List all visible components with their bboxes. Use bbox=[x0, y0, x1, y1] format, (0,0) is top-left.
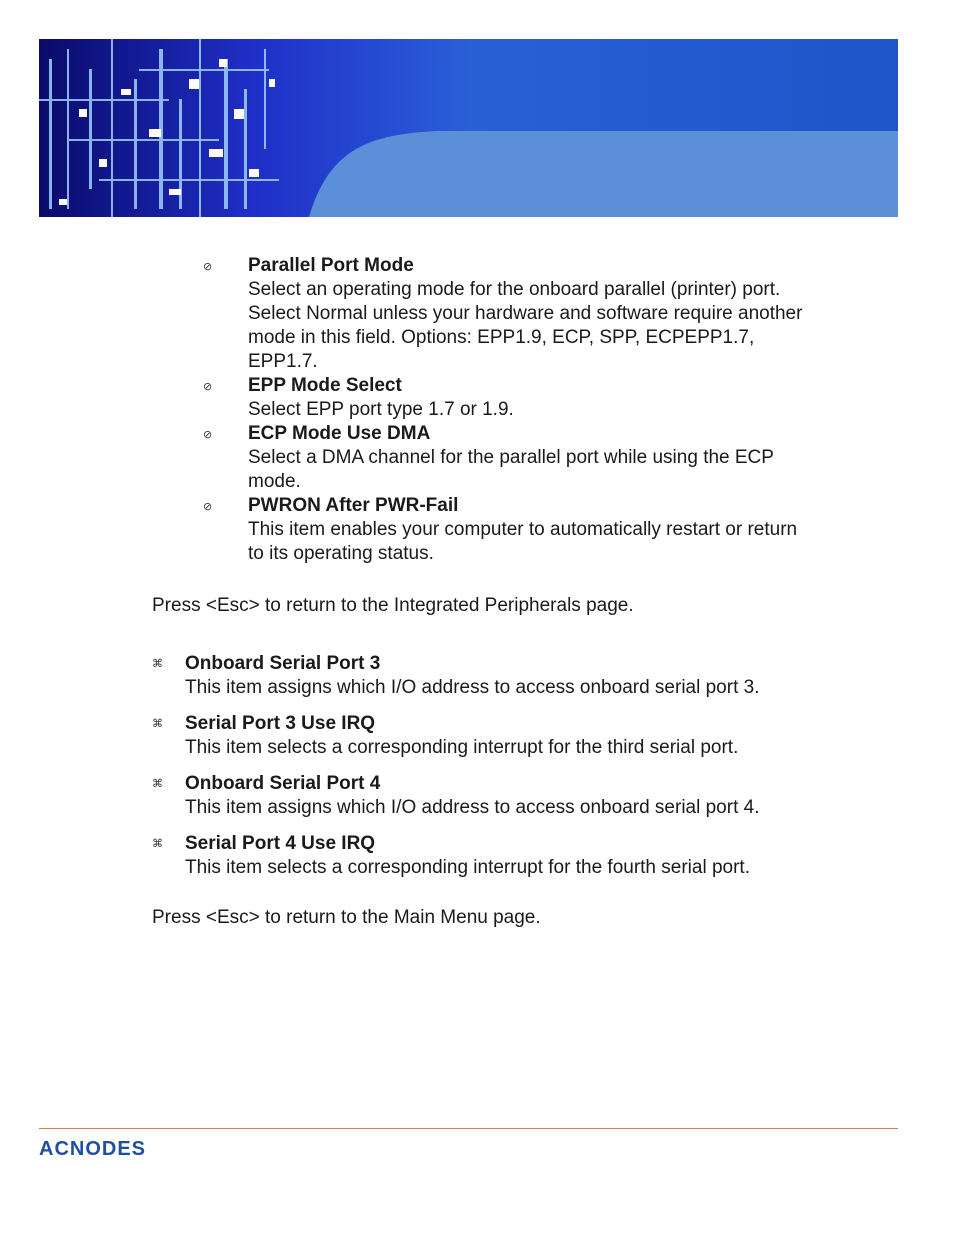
item-title: Serial Port 3 Use IRQ bbox=[185, 713, 376, 734]
item-description: This item selects a corresponding interrupt for the fourth serial port. bbox=[185, 857, 750, 878]
item-title: Serial Port 4 Use IRQ bbox=[185, 833, 376, 854]
item-description: This item enables your computer to automatically restart or return to its operating status. bbox=[248, 519, 798, 564]
command-bullet-icon: ⌘ bbox=[152, 778, 163, 790]
command-bullet-icon: ⌘ bbox=[152, 658, 163, 670]
item-description: Select EPP port type 1.7 or 1.9. bbox=[248, 399, 514, 420]
command-bullet-icon: ⌘ bbox=[152, 838, 163, 850]
item-description: Select an operating mode for the onboard parallel (printer) port. Select Normal unless your hardware and software require another mode in this field. Options: EPP1.9, ECP, SPP, ECPEPP1.7, EPP1.7. bbox=[248, 279, 803, 372]
footer-divider bbox=[39, 1128, 898, 1129]
circle-bullet-icon: ⊘ bbox=[203, 429, 213, 441]
logo-wordmark: ACNODES bbox=[39, 1138, 147, 1160]
list-item bbox=[152, 832, 825, 880]
list-item bbox=[152, 652, 825, 700]
banner-curve-shape bbox=[309, 131, 898, 217]
note-main-menu: Press <Esc> to return to the Main Menu page. bbox=[152, 907, 541, 928]
list-item bbox=[152, 772, 825, 820]
list-item bbox=[203, 374, 808, 422]
item-title: EPP Mode Select bbox=[248, 375, 402, 396]
circle-bullet-icon: ⊘ bbox=[203, 501, 213, 513]
acnodes-logo bbox=[39, 1133, 199, 1163]
note-integrated-peripherals: Press <Esc> to return to the Integrated Peripherals page. bbox=[152, 595, 634, 616]
item-description: This item selects a corresponding interrupt for the third serial port. bbox=[185, 737, 739, 758]
list-item bbox=[203, 254, 808, 374]
item-description: This item assigns which I/O address to access onboard serial port 4. bbox=[185, 797, 760, 818]
item-title: Onboard Serial Port 3 bbox=[185, 653, 381, 674]
circuit-board-banner-image bbox=[39, 39, 898, 217]
header-banner bbox=[39, 39, 898, 217]
item-title: ECP Mode Use DMA bbox=[248, 423, 431, 444]
item-description: This item assigns which I/O address to access onboard serial port 3. bbox=[185, 677, 760, 698]
list-item bbox=[152, 712, 825, 760]
item-title: Parallel Port Mode bbox=[248, 255, 414, 276]
item-title: PWRON After PWR-Fail bbox=[248, 495, 459, 516]
command-bullet-icon: ⌘ bbox=[152, 718, 163, 730]
item-title: Onboard Serial Port 4 bbox=[185, 773, 381, 794]
list-item bbox=[203, 494, 808, 566]
list-item bbox=[203, 422, 808, 494]
circle-bullet-icon: ⊘ bbox=[203, 261, 213, 273]
parallel-port-section bbox=[203, 254, 808, 566]
item-description: Select a DMA channel for the parallel port while using the ECP mode. bbox=[248, 447, 774, 492]
serial-port-section bbox=[152, 652, 825, 892]
circle-bullet-icon: ⊘ bbox=[203, 381, 213, 393]
